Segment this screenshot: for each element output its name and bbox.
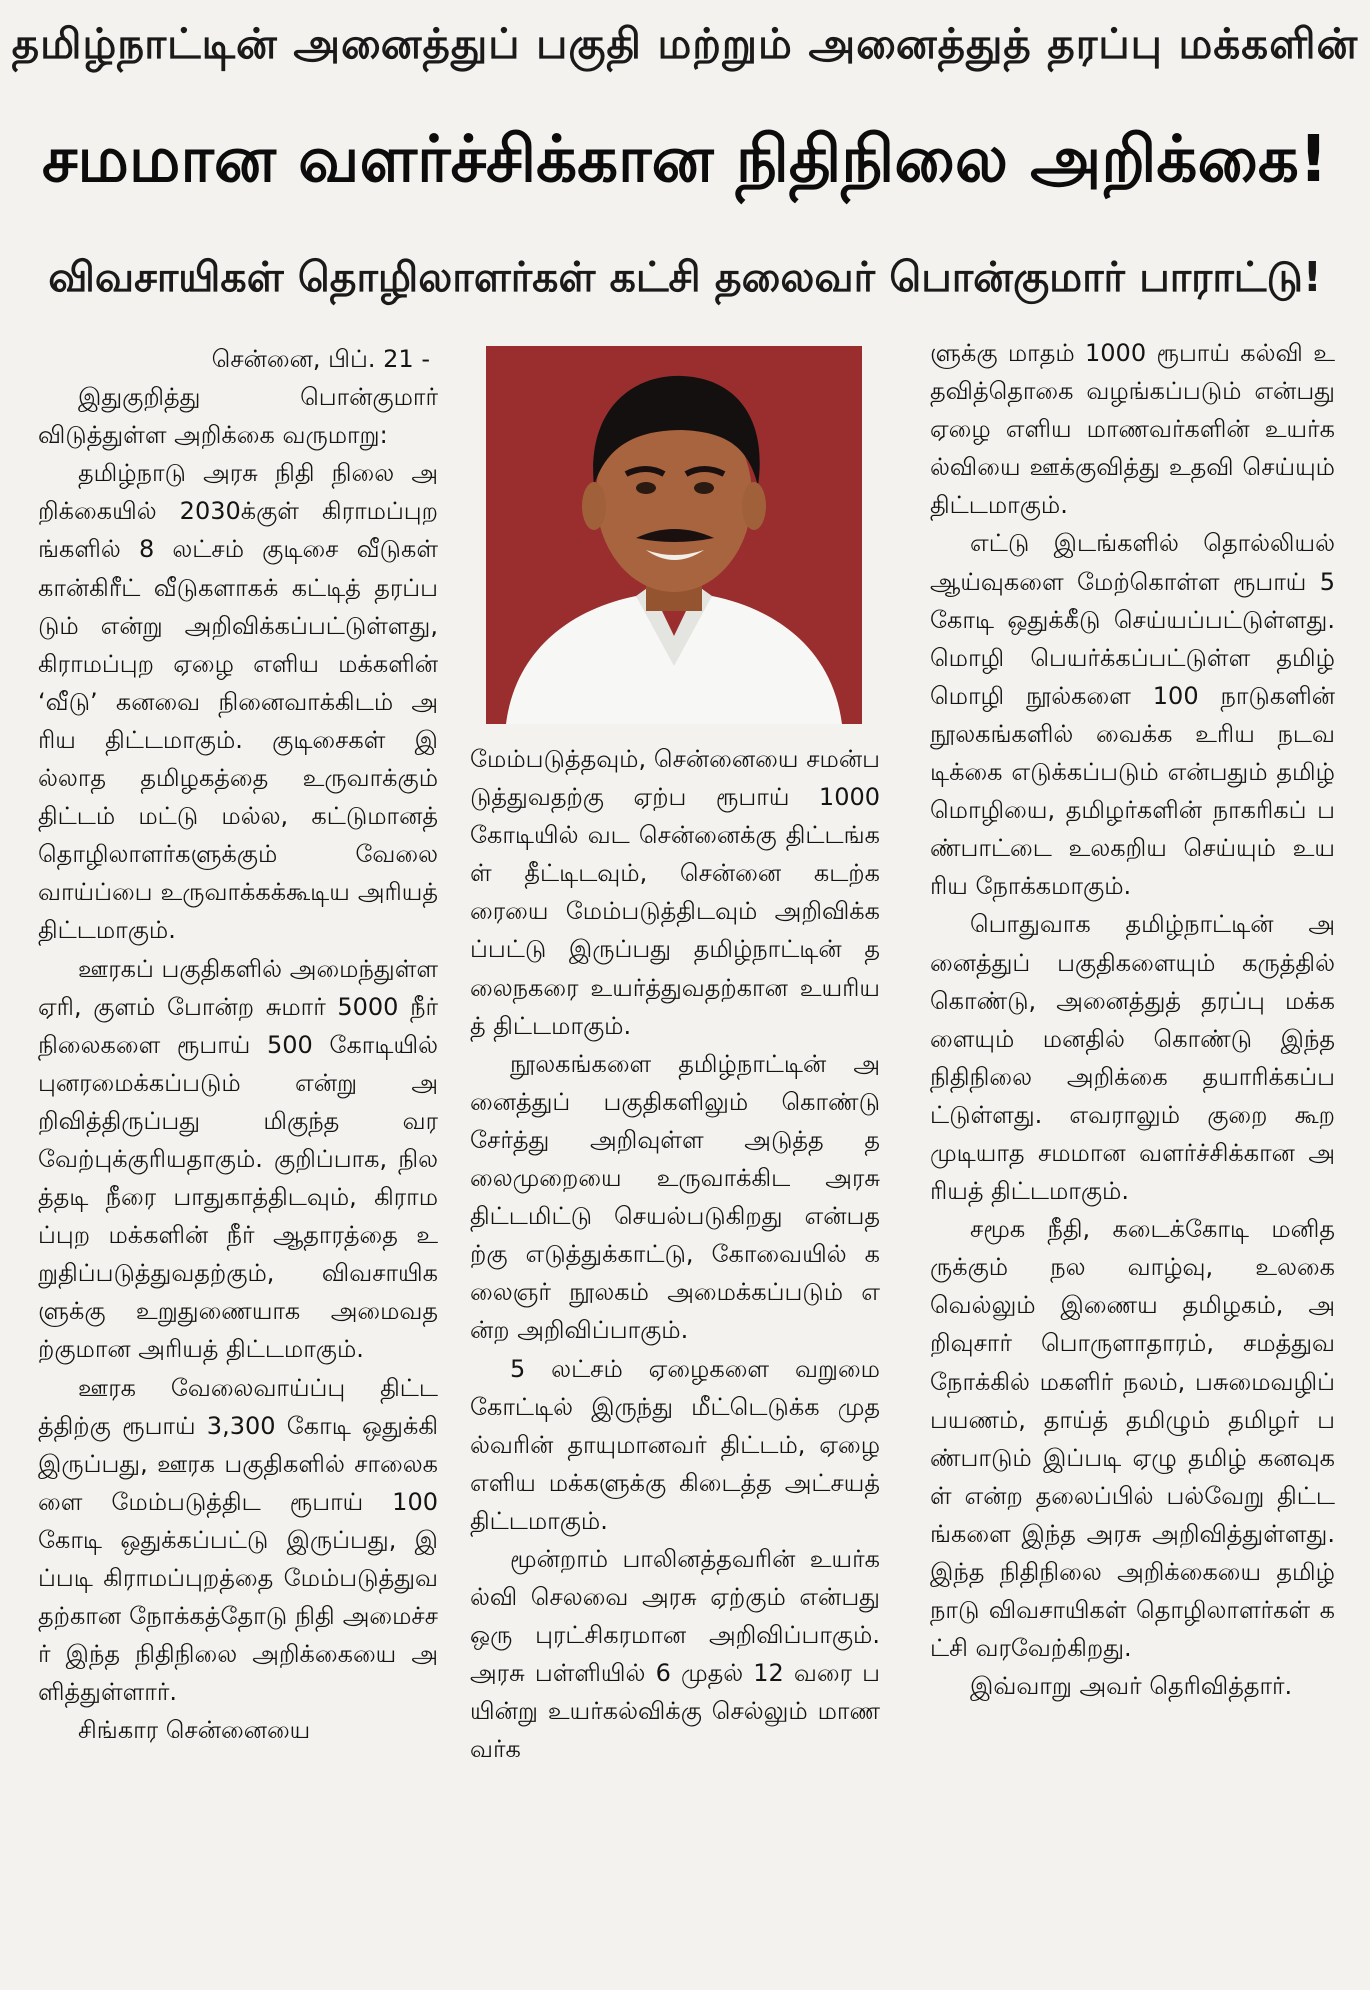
paragraph: மூன்றாம் பாலினத்தவரின் உயர்கல்வி செலவை அரசு ஏற்கும் என்பது ஒரு புரட்சிகரமான அறிவிப்பாகும். அரசு பள்ளியில் 6 முதல் 12 வரை பயின்று உயர்கல்விக்கு செல்லும் மாணவர்க (470, 1544, 880, 1764)
paragraph: எட்டு இடங்களில் தொல்லியல் ஆய்வுகளை மேற்கொள்ள ரூபாய் 5 கோடி ஒதுக்கீடு செய்யப்பட்டுள்ளது. மொழி பெயர்க்கப்பட்டுள்ள தமிழ் மொழி நூல்களை 100 நாடுகளின் நூலகங்களில் வைக்க உரிய நடவடிக்கை எடுக்கப்படும் என்பதும் தமிழ் மொழியை, தமிழர்களின் நாகரிகப் பண்பாட்டை உலகறிய செய்யும் உயரிய நோக்கமாகும். (930, 529, 1335, 901)
headline: சமமான வளர்ச்சிக்கான நிதிநிலை அறிக்கை! (41, 123, 1329, 197)
portrait-photo (486, 346, 862, 724)
article-column-2 (470, 740, 880, 1950)
article-column-1 (38, 340, 438, 1950)
paragraph: சமூக நீதி, கடைக்கோடி மனிதருக்கும் நல வாழ்வு, உலகை வெல்லும் இணைய தமிழகம், அறிவுசார் பொருளாதாரம், சமத்துவ நோக்கில் மகளிர் நலம், பசுமைவழிப் பயணம், தாய்த் தமிழும் தமிழர் பண்பாடும் இப்படி ஏழு தமிழ் கனவுகள் என்ற தலைப்பில் பல்வேறு திட்டங்களை இந்த அரசு அறிவித்துள்ளது. இந்த நிதிநிலை அறிக்கையை தமிழ் நாடு விவசாயிகள் தொழிலாளர்கள் கட்சி வரவேற்கிறது. (930, 1215, 1335, 1663)
paragraph: மேம்படுத்தவும், சென்னையை சமன்படுத்துவதற்கு ஏற்ப ரூபாய் 1000 கோடியில் வட சென்னைக்கு திட்டங்கள் தீட்டிடவும், சென்னை கடற்கரையை மேம்படுத்திடவும் அறிவிக்கப்பட்டு இருப்பது தமிழ்நாட்டின் தலைநகரை உயர்த்துவதற்கான உயரியத் திட்டமாகும். (470, 745, 880, 1040)
article-column-3 (930, 334, 1335, 1954)
paragraph: 5 லட்சம் ஏழைகளை வறுமை கோட்டில் இருந்து மீட்டெடுக்க முதல்வரின் தாயுமானவர் திட்டம், ஏழை எளிய மக்களுக்கு கிடைத்த அட்சயத் திட்டமாகும். (470, 1354, 880, 1535)
kicker-line: தமிழ்நாட்டின் அனைத்துப் பகுதி மற்றும் அனைத்துத் தரப்பு மக்களின் (11, 19, 1359, 68)
dateline: சென்னை, பிப். 21 - (211, 345, 430, 373)
paragraph: ஊரகப் பகுதிகளில் அமைந்துள்ள ஏரி, குளம் போன்ற சுமார் 5000 நீர் நிலைகளை ரூபாய் 500 கோடியில் புனரமைக்கப்படும் என்று அறிவித்திருப்பது மிகுந்த வரவேற்புக்குரியதாகும். குறிப்பாக, நிலத்தடி நீரை பாதுகாத்திடவும், கிராமப்புற மக்களின் நீர் ஆதாரத்தை உறுதிப்படுத்துவதற்கும், விவசாயிகளுக்கு உறுதுணையாக அமைவதற்குமான அரியத் திட்டமாகும். (38, 954, 438, 1364)
subheadline: விவசாயிகள் தொழிலாளர்கள் கட்சி தலைவர் பொன்குமார் பாராட்டு! (48, 253, 1322, 301)
paragraph: சிங்கார சென்னையை (78, 1716, 311, 1745)
paragraph: ளுக்கு மாதம் 1000 ரூபாய் கல்வி உதவித்தொகை வழங்கப்படும் என்பது ஏழை எளிய மாணவர்களின் உயர்கல்வியை ஊக்குவித்து உதவி செய்யும் திட்டமாகும். (930, 339, 1335, 520)
portrait-illustration (486, 346, 862, 724)
paragraph: இவ்வாறு அவர் தெரிவித்தார். (970, 1672, 1293, 1701)
paragraph: நூலகங்களை தமிழ்நாட்டின் அனைத்துப் பகுதிகளிலும் கொண்டு சேர்த்து அறிவுள்ள அடுத்த தலைமுறையை உருவாக்கிட அரசு திட்டமிட்டு செயல்படுகிறது என்பதற்கு எடுத்துக்காட்டு, கோவையில் கலைஞர் நூலகம் அமைக்கப்படும் என்ற அறிவிப்பாகும். (470, 1049, 880, 1345)
paragraph: ஊரக வேலைவாய்ப்பு திட்டத்திற்கு ரூபாய் 3,300 கோடி ஒதுக்கி இருப்பது, ஊரக பகுதிகளில் சாலைகளை மேம்படுத்திட ரூபாய் 100 கோடி ஒதுக்கப்பட்டு இருப்பது, இப்படி கிராமப்புறத்தை மேம்படுத்துவதற்கான நோக்கத்தோடு நிதி அமைச்சர் இந்த நிதிநிலை அறிக்கையை அளித்துள்ளார். (38, 1373, 438, 1707)
paragraph: பொதுவாக தமிழ்நாட்டின் அனைத்துப் பகுதிகளையும் கருத்தில் கொண்டு, அனைத்துத் தரப்பு மக்களையும் மனதில் கொண்டு இந்த நிதிநிலை அறிக்கை தயாரிக்கப்பட்டுள்ளது. எவராலும் குறை கூற முடியாத சமமான வளர்ச்சிக்கான அரியத் திட்டமாகும். (930, 910, 1335, 1206)
paragraph: இதுகுறித்து பொன்குமார் விடுத்துள்ள அறிக்கை வருமாறு: (38, 383, 438, 450)
paragraph: தமிழ்நாடு அரசு நிதி நிலை அறிக்கையில் 2030க்குள் கிராமப்புறங்களில் 8 லட்சம் குடிசை வீடுகள் கான்கிரீட் வீடுகளாகக் கட்டித் தரப்படும் என்று அறிவிக்கப்பட்டுள்ளது, கிராமப்புற ஏழை எளிய மக்களின் ‘வீடு’ கனவை நினைவாக்கிடம் அரிய திட்டமாகும். குடிசைகள் இல்லாத தமிழகத்தை உருவாக்கும் திட்டம் மட்டு மல்ல, கட்டுமானத் தொழிலாளர்களுக்கும் வேலை வாய்ப்பை உருவாக்கக்கூடிய அரியத் திட்டமாகும். (38, 459, 438, 945)
